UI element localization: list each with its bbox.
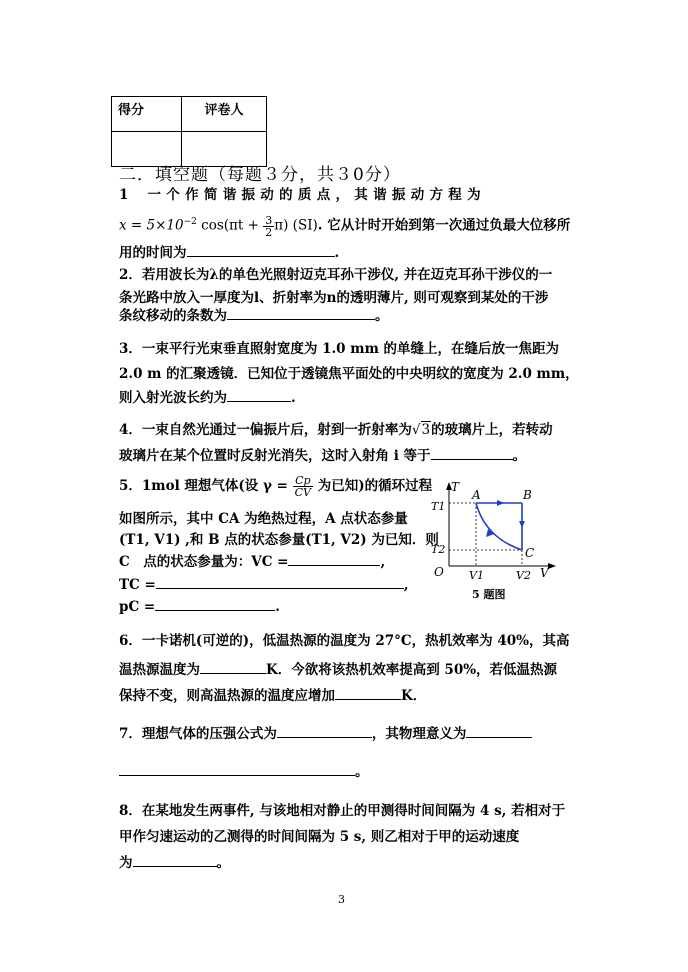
q6-line2 bbox=[119, 660, 557, 679]
point-a-label: A bbox=[472, 488, 481, 502]
q3-answer-blank[interactable] bbox=[227, 388, 291, 402]
q7-line1 bbox=[119, 724, 532, 743]
q5-line4 bbox=[119, 552, 385, 571]
q4-line1-b: 的玻璃片上，若转动 bbox=[431, 422, 553, 438]
q1-frac-den: 2 bbox=[265, 225, 273, 239]
q8-line2: 甲作匀速运动的乙测得的时间间隔为 5 s, 则乙相对于甲的运动速度 bbox=[119, 829, 520, 845]
q4-line2-text: 玻璃片在某个位置时反射光消失，这时入射角 i 等于 bbox=[119, 448, 431, 464]
q7-meaning-blank-1[interactable] bbox=[466, 724, 532, 738]
q7-line2-end: 。 bbox=[355, 764, 369, 780]
q5-pc-period: . bbox=[275, 599, 280, 615]
q3-line3 bbox=[119, 388, 296, 407]
q5-vc-label: C 点的状态参量为：VC = bbox=[119, 554, 289, 570]
grader-label: 评卷人 bbox=[182, 97, 267, 132]
q5-line3: (T1, V1) ,和 B 点的状态参量(T1, V2) 为已知．则 bbox=[119, 532, 439, 548]
q5-tc-comma: , bbox=[403, 577, 409, 593]
q5-line1-b: 为已知)的循环过程 bbox=[313, 478, 433, 494]
v-axis-label: V bbox=[540, 566, 549, 580]
q4-sqrt-value: 3 bbox=[421, 422, 431, 438]
q5-pc-label: pC = bbox=[119, 599, 156, 615]
ca-adiabat bbox=[476, 503, 522, 550]
ab-arrow-icon bbox=[497, 500, 504, 506]
q8-line3-end: 。 bbox=[216, 855, 230, 871]
q5-line1-a: 5．1mol 理想气体(设 γ = bbox=[119, 478, 293, 494]
q6-line2-b: K．今欲将该热机效率提高到 50%，若低温热源 bbox=[266, 662, 558, 678]
q5-line2: 如图所示，其中 CA 为绝热过程，A 点状态参量 bbox=[119, 511, 408, 527]
q6-line2-a: 温热源温度为 bbox=[119, 662, 200, 678]
q7-line1-a: 7．理想气体的压强公式为 bbox=[119, 726, 277, 742]
v2-label: V2 bbox=[516, 569, 531, 582]
q2-answer-blank[interactable] bbox=[227, 306, 375, 320]
q2-line3-text: 条纹移动的条数为 bbox=[119, 308, 227, 324]
q3-line1: 3．一束平行光束垂直照射宽度为 1.0 mm 的单缝上，在缝后放一焦距为 bbox=[119, 341, 560, 357]
q6-line1: 6．一卡诺机(可逆的)，低温热源的温度为 27°C，热机效率为 40%，其高 bbox=[119, 633, 570, 649]
point-b-label: B bbox=[523, 488, 532, 502]
q2-line3 bbox=[119, 306, 389, 325]
q1-line3-text: 用的时间为 bbox=[119, 245, 187, 261]
q1-line2-suffix: . 它从计时开始到第一次通过负最大位移所 bbox=[317, 217, 571, 234]
q8-answer-blank[interactable] bbox=[133, 853, 217, 867]
q5-vc-comma: , bbox=[380, 554, 386, 570]
t-axis-label: T bbox=[451, 480, 460, 494]
section-title: 二．填空题（每题３分，共３0分） bbox=[119, 165, 401, 185]
q4-sqrt: √3 bbox=[411, 422, 431, 438]
t1-label: T1 bbox=[431, 500, 446, 513]
q7-line1-b: ，其物理意义为 bbox=[371, 726, 467, 742]
q2-line2: 条光路中放入一厚度为l、折射率为n的透明薄片, 则可观察到某处的干涉 bbox=[119, 290, 549, 306]
q3-line3-end: . bbox=[291, 390, 296, 406]
q5-gamma-den: CV bbox=[294, 486, 311, 499]
q1-line3-end: . bbox=[334, 245, 340, 261]
q3-line3-text: 则入射光波长约为 bbox=[119, 390, 227, 406]
q2-line1: 2．若用波长为λ的单色光照射迈克耳孙干涉仪, 并在迈克耳孙干涉仪的一 bbox=[119, 267, 553, 283]
q3-line2: 2.0 m 的汇聚透镜．已知位于透镜焦平面处的中央明纹的宽度为 2.0 mm， bbox=[119, 366, 579, 382]
q1-line1: 1 一 个 作 简 谐 振 动 的 质 点 ， 其 谐 振 动 方 程 为 bbox=[119, 187, 481, 203]
figure-caption: 5 题图 bbox=[472, 588, 506, 601]
v1-label: V1 bbox=[469, 569, 484, 582]
q5-line1 bbox=[119, 472, 432, 500]
q4-line2-end: 。 bbox=[512, 448, 527, 464]
q8-line3-text: 为 bbox=[119, 855, 133, 871]
q7-line2 bbox=[119, 762, 369, 781]
q5-gamma-fraction bbox=[293, 475, 313, 498]
q4-line1-a: 4．一束自然光通过一偏振片后，射到一折射率为 bbox=[119, 422, 412, 438]
q5-pc-blank[interactable] bbox=[155, 597, 275, 611]
q5-tc-blank[interactable] bbox=[156, 575, 404, 589]
q6-line3-a: 保持不变，则高温热源的温度应增加 bbox=[119, 688, 335, 704]
q5-line5 bbox=[119, 575, 409, 594]
q5-gamma-num: Cp bbox=[293, 475, 313, 487]
q1-formula-exp: −2 bbox=[183, 217, 197, 227]
cycle-path bbox=[476, 500, 525, 550]
q1-fraction bbox=[263, 215, 274, 238]
q1-frac-num: 3 bbox=[265, 213, 273, 227]
q1-formula-tail: π) (SI) bbox=[274, 217, 318, 234]
q1-line2 bbox=[119, 207, 570, 241]
q7-meaning-blank-2[interactable] bbox=[119, 762, 355, 776]
bc-arrow-icon bbox=[519, 521, 525, 528]
q1-line3 bbox=[119, 243, 339, 262]
q8-line1: 8．在某地发生两事件, 与该地相对静止的甲测得时间间隔为 4 s, 若相对于 bbox=[119, 803, 566, 819]
point-c-label: C bbox=[525, 546, 535, 560]
q5-tc-label: TC = bbox=[119, 577, 156, 593]
q6-line3 bbox=[119, 686, 426, 705]
q6-answer-blank-1[interactable] bbox=[200, 660, 266, 674]
q6-answer-blank-2[interactable] bbox=[335, 686, 401, 700]
q1-formula-cos: cos(πt + bbox=[196, 217, 264, 234]
q7-formula-blank[interactable] bbox=[277, 724, 372, 738]
score-table bbox=[111, 96, 267, 167]
q5-figure bbox=[428, 478, 562, 606]
v-axis-arrow-icon bbox=[548, 563, 556, 569]
t2-label: T2 bbox=[431, 543, 446, 556]
q1-formula-prefix: x = 5×10 bbox=[119, 217, 184, 234]
q5-vc-blank[interactable] bbox=[288, 552, 380, 566]
origin-label: O bbox=[434, 565, 444, 579]
q8-line3 bbox=[119, 853, 230, 872]
q4-answer-blank[interactable] bbox=[431, 446, 513, 460]
page-number: 3 bbox=[338, 893, 345, 906]
q1-answer-blank[interactable] bbox=[187, 243, 335, 257]
q6-line3-b: K． bbox=[401, 688, 427, 704]
score-label: 得分 bbox=[112, 97, 182, 132]
q4-line1 bbox=[119, 421, 553, 439]
q2-line3-end: 。 bbox=[375, 308, 389, 324]
q5-line6 bbox=[119, 597, 280, 616]
q4-line2 bbox=[119, 446, 526, 465]
